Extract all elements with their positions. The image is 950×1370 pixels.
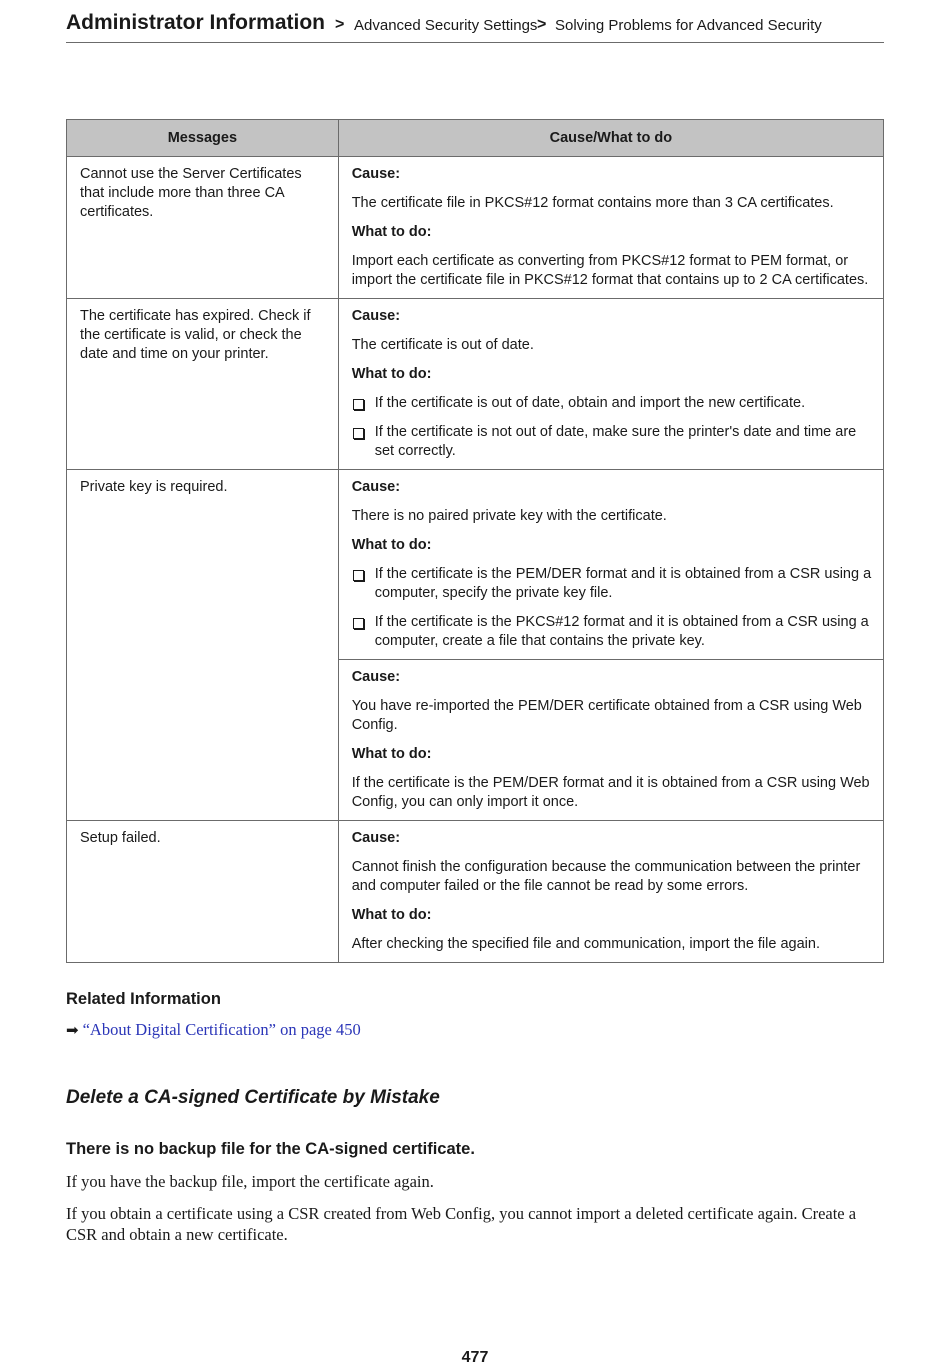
checkbox-bullet-icon (353, 618, 364, 629)
column-header-messages: Messages (67, 120, 339, 157)
related-link-row (66, 1020, 361, 1040)
cause-cell (338, 157, 883, 299)
what-to-do-label: What to do: (351, 746, 432, 762)
cause-cell (338, 660, 883, 821)
cause-text: The certificate is out of date. (351, 337, 534, 353)
page-header (66, 10, 884, 43)
message-cell: The certificate has expired. Check if the certificate is valid, or check the date and time on your printer. (67, 299, 339, 470)
bullet-item (352, 394, 873, 413)
cause-cell (338, 821, 883, 963)
checkbox-bullet-icon (353, 428, 364, 439)
what-to-do-label: What to do: (351, 537, 432, 553)
breadcrumb-separator: > (537, 16, 547, 33)
bullet-text: If the certificate is out of date, obtain and import the new certificate. (374, 395, 806, 411)
cause-text: You have re-imported the PEM/DER certificate obtained from a CSR using Web Config. (351, 698, 862, 733)
messages-table (66, 119, 884, 963)
section-title: Delete a CA-signed Certificate by Mistake (66, 1087, 440, 1108)
section-subtitle: There is no backup file for the CA-signed certificate. (66, 1140, 475, 1158)
bullet-item (352, 565, 873, 603)
what-to-do-text: Import each certificate as converting from PKCS#12 format to PEM format, or import the certificate file in PKCS#12 format that contains up to 2 CA certificates. (351, 253, 869, 288)
cause-label: Cause: (351, 308, 401, 324)
bullet-text: If the certificate is not out of date, make sure the printer's date and time are set correctly. (374, 424, 857, 459)
right-arrow-icon: ➡ (66, 1021, 79, 1039)
cause-text: There is no paired private key with the certificate. (351, 508, 667, 524)
cause-cell (338, 299, 883, 470)
cause-label: Cause: (351, 166, 401, 182)
table-row (67, 470, 884, 660)
bullet-item (352, 423, 873, 461)
message-cell: Cannot use the Server Certificates that include more than three CA certificates. (67, 157, 339, 299)
what-to-do-label: What to do: (351, 366, 432, 382)
what-to-do-label: What to do: (351, 224, 432, 240)
table-row (67, 299, 884, 470)
cause-label: Cause: (351, 479, 401, 495)
table-row (67, 157, 884, 299)
bullet-text: If the certificate is the PEM/DER format and it is obtained from a CSR using a computer, specify the private key file. (374, 566, 872, 601)
column-header-cause: Cause/What to do (338, 120, 883, 157)
checkbox-bullet-icon (353, 399, 364, 410)
message-cell: Private key is required. (67, 470, 339, 821)
what-to-do-label: What to do: (351, 907, 432, 923)
cause-text: The certificate file in PKCS#12 format contains more than 3 CA certificates. (351, 195, 834, 211)
bullet-text: If the certificate is the PKCS#12 format and it is obtained from a CSR using a computer, create a file that contains the private key. (374, 614, 869, 649)
bullet-item (352, 613, 873, 651)
message-cell: Setup failed. (67, 821, 339, 963)
paragraph: If you obtain a certificate using a CSR created from Web Config, you cannot import a deleted certificate again. Create a CSR and obtain a new certificate. (66, 1204, 857, 1244)
checkbox-bullet-icon (353, 570, 364, 581)
header-title: Administrator Information (66, 11, 326, 34)
table-row (67, 821, 884, 963)
what-to-do-text: After checking the specified file and communication, import the file again. (351, 936, 820, 952)
page-number: 477 (461, 1349, 489, 1366)
cause-cell (338, 470, 883, 660)
breadcrumb-advanced-security-settings[interactable]: Advanced Security Settings (354, 17, 538, 34)
paragraph: If you have the backup file, import the certificate again. (66, 1172, 434, 1191)
cause-label: Cause: (351, 830, 401, 846)
table-header-row (67, 120, 884, 157)
breadcrumb-solving-problems[interactable]: Solving Problems for Advanced Security (555, 17, 822, 34)
related-information-heading: Related Information (66, 990, 221, 1008)
cause-text: Cannot finish the configuration because the communication between the printer and computer failed or the file cannot be read by some errors. (351, 859, 861, 894)
cause-label: Cause: (351, 669, 401, 685)
about-digital-certification-link[interactable]: “About Digital Certification” on page 450 (82, 1020, 361, 1039)
breadcrumb-separator: > (335, 16, 345, 33)
what-to-do-text: If the certificate is the PEM/DER format and it is obtained from a CSR using Web Config, you can only import it once. (351, 775, 870, 810)
